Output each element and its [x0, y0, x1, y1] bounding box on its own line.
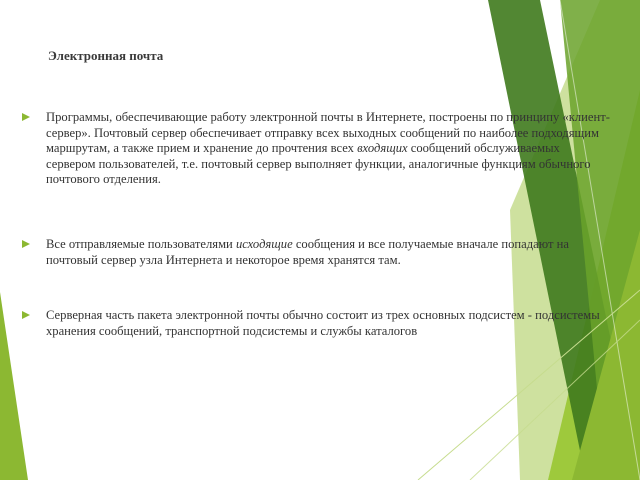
bullet-triangle-icon [22, 311, 30, 319]
bullet-text-italic: исходящие [235, 236, 293, 251]
bullet-text-part: Все отправляемые пользователями [46, 236, 236, 251]
bullet-list [22, 110, 612, 339]
bullet-text [46, 110, 610, 186]
bullet-text-part: Программы, обеспечивающие работу электронной почты в Интернете, построены по принципу «клиент-сервер». Почтовый сервер обеспечивает отправку всех выходных сообщений по наиболее подходящим маршрутам, а также прием и хранение до прочтения всех [46, 110, 610, 156]
bullet-triangle-icon [22, 240, 30, 248]
bullet-item [22, 237, 612, 268]
slide-title: Электронная почта [48, 48, 164, 63]
bullet-text-italic: входящих [357, 141, 408, 156]
bullet-text [46, 308, 600, 338]
bullet-item [22, 308, 612, 339]
bullet-triangle-icon [22, 113, 30, 121]
bullet-text-part: сообщения и все получаемые вначале попадают на почтовый сервер узла Интернета и некоторое время хранятся там. [46, 236, 569, 267]
bullet-text [46, 237, 569, 267]
bullet-item [22, 110, 612, 188]
bullet-text-part: Серверная часть пакета электронной почты обычно состоит из трех основных подсистем - подсистемы хранения сообщений, транспортной подсистемы и службы каталогов [46, 308, 600, 338]
bullet-text-part: сообщений обслуживаемых сервером пользователей, т.е. почтовый сервер выполняет функции, аналогичные функциям обычного почтового отделения. [46, 141, 591, 187]
